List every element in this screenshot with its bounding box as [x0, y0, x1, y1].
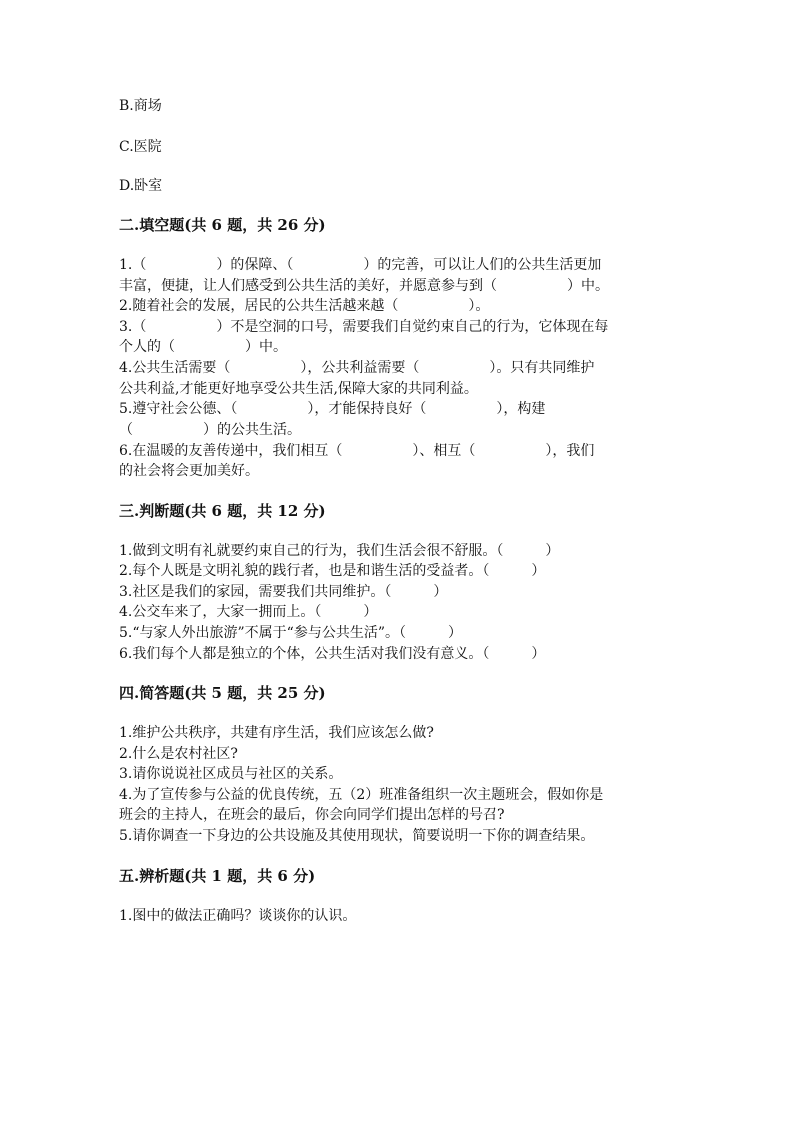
fill-blank-line: 2.随着社会的发展，居民的公共生活越来越（ ）。: [119, 298, 490, 314]
option-b: B.商场: [119, 98, 162, 114]
fill-blank-line: 3.（ ）不是空洞的口号，需要我们自觉约束自己的行为，它体现在每: [119, 319, 609, 335]
fill-blank-line: 公共利益,才能更好地享受公共生活,保障大家的共同利益。: [119, 381, 478, 397]
judgment-item: 3.社区是我们的家园，需要我们共同维护。（ ）: [119, 584, 448, 600]
section-heading-judgment: 三.判断题(共 6 题，共 12 分): [119, 502, 326, 520]
short-answer-line: 5.请你调查一下身边的公共设施及其使用现状，简要说明一下你的调查结果。: [119, 828, 595, 844]
short-answer-line: 班会的主持人，在班会的最后，你会向同学们提出怎样的号召?: [119, 807, 505, 823]
analysis-question: 1.图中的做法正确吗？谈谈你的认识。: [119, 908, 357, 924]
fill-blank-line: 1.（ ）的保障、（ ）的完善，可以让人们的公共生活更加: [119, 257, 602, 273]
fill-blank-line: （ ）的公共生活。: [119, 422, 301, 438]
short-answer-line: 2.什么是农村社区?: [119, 746, 238, 762]
section-heading-analysis: 五.辨析题(共 1 题，共 6 分): [119, 867, 316, 885]
fill-blank-line: 4.公共生活需要（ ），公共利益需要（ ）。只有共同维护: [119, 360, 595, 376]
judgment-item: 5.“与家人外出旅游”不属于“参与公共生活”。（ ）: [119, 625, 462, 641]
judgment-item: 2.每个人既是文明礼貌的践行者，也是和谐生活的受益者。（ ）: [119, 563, 546, 579]
judgment-item: 4.公交车来了，大家一拥而上。（ ）: [119, 604, 378, 620]
fill-blank-line: 个人的（ ）中。: [119, 339, 287, 355]
fill-blank-line: 5.遵守社会公德、（ ），才能保持良好（ ），构建: [119, 401, 546, 417]
judgment-item: 1.做到文明有礼就要约束自己的行为，我们生活会很不舒服。（ ）: [119, 543, 560, 559]
fill-blank-line: 6.在温暖的友善传递中，我们相互（ ）、相互（ ），我们: [119, 443, 595, 459]
short-answer-line: 1.维护公共秩序，共建有序生活，我们应该怎么做?: [119, 725, 434, 741]
option-d: D.卧室: [119, 178, 163, 194]
short-answer-line: 4.为了宣传参与公益的优良传统，五（2）班准备组织一次主题班会，假如你是: [119, 787, 604, 803]
judgment-item: 6.我们每个人都是独立的个体，公共生活对我们没有意义。（ ）: [119, 646, 546, 662]
short-answer-line: 3.请你说说社区成员与社区的关系。: [119, 766, 343, 782]
option-c: C.医院: [119, 139, 162, 155]
section-heading-fill-blank: 二.填空题(共 6 题，共 26 分): [119, 216, 326, 234]
fill-blank-line: 丰富，便捷，让人们感受到公共生活的美好，并愿意参与到（ ）中。: [119, 278, 609, 294]
section-heading-short-answer: 四.简答题(共 5 题，共 25 分): [119, 684, 326, 702]
fill-blank-line: 的社会将会更加美好。: [119, 463, 259, 479]
